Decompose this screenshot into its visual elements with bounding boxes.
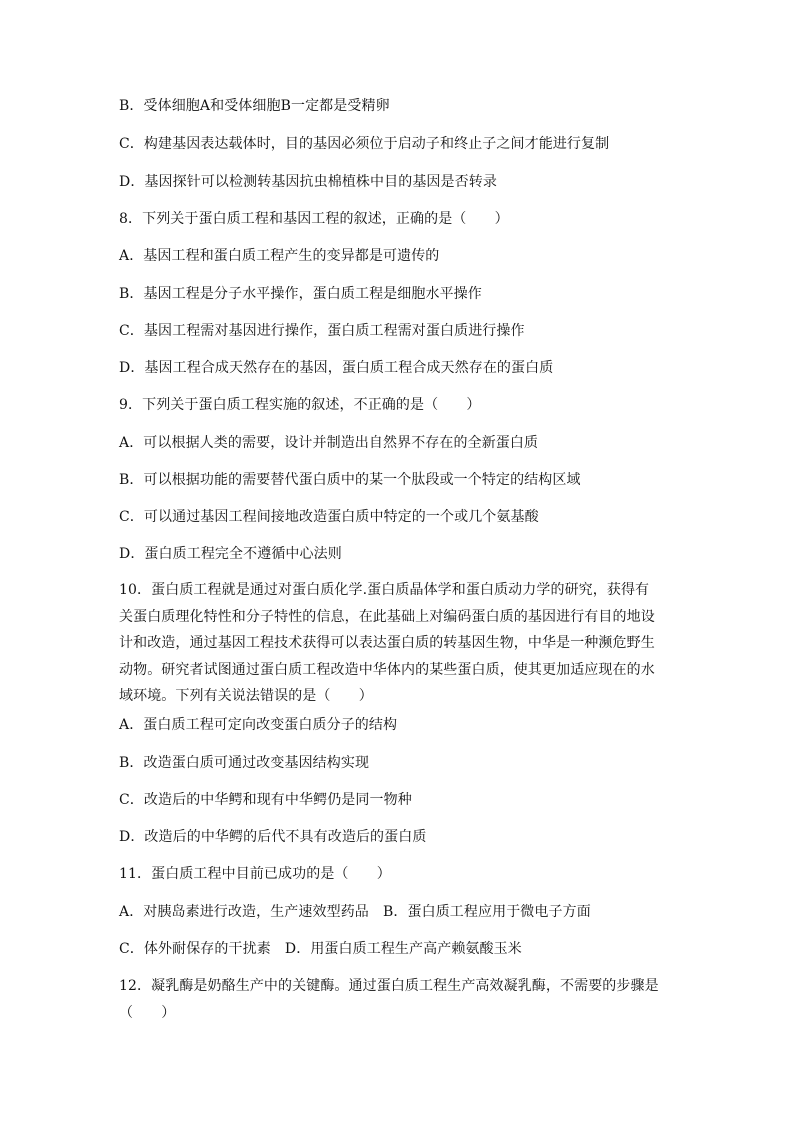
q7-option-b: B．受体细胞A和受体细胞B一定都是受精卵: [119, 98, 390, 114]
q10-stem-line: 计和改造，通过基因工程技术获得可以表达蛋白质的转基因生物，中华是一种濒危野生: [119, 635, 655, 651]
q11-options-ab: A．对胰岛素进行改造，生产速效型药品 B．蛋白质工程应用于微电子方面: [119, 904, 591, 920]
q7-option-d: D．基因探针可以检测转基因抗虫棉植株中目的基因是否转录: [119, 174, 497, 190]
q12-stem: [119, 973, 679, 1026]
q10-option-b: B．改造蛋白质可通过改变基因结构实现: [119, 755, 370, 771]
q10-option-d: D．改造后的中华鳄的后代不具有改造后的蛋白质: [119, 829, 427, 845]
q9-option-d: D．蛋白质工程完全不遵循中心法则: [119, 546, 342, 562]
q12-stem-line: （ ）: [119, 1004, 176, 1021]
q8-stem: 8．下列关于蛋白质工程和基因工程的叙述，正确的是（ ）: [119, 211, 509, 227]
q10-option-c: C．改造后的中华鳄和现有中华鳄仍是同一物种: [119, 792, 412, 808]
q8-option-a: A．基因工程和蛋白质工程产生的变异都是可遗传的: [119, 248, 440, 264]
q9-stem: 9．下列关于蛋白质工程实施的叙述，不正确的是（ ）: [119, 397, 481, 413]
q9-option-c: C．可以通过基因工程间接地改造蛋白质中特定的一个或几个氨基酸: [119, 509, 539, 525]
q10-stem-line: 动物。研究者试图通过蛋白质工程改造中华体内的某些蛋白质，使其更加适应现在的水: [119, 661, 655, 678]
q8-option-b: B．基因工程是分子水平操作，蛋白质工程是细胞水平操作: [119, 286, 482, 302]
q7-option-c: C．构建基因表达载体时，目的基因必须位于启动子和终止子之间才能进行复制: [119, 136, 610, 152]
q10-stem-line: 关蛋白质理化特性和分子特性的信息，在此基础上对编码蛋白质的基因进行有目的地设: [119, 608, 655, 625]
q8-option-d: D．基因工程合成天然存在的基因，蛋白质工程合成天然存在的蛋白质: [119, 360, 554, 376]
q8-option-c: C．基因工程需对基因进行操作，蛋白质工程需对蛋白质进行操作: [119, 323, 525, 339]
q11-options-cd: C．体外耐保存的干扰素 D．用蛋白质工程生产高产赖氨酸玉米: [119, 941, 522, 957]
q12-stem-line: 12．凝乳酶是奶酪生产中的关键酶。通过蛋白质工程生产高效凝乳酶，不需要的步骤是: [119, 978, 659, 994]
q10-stem-line: 域环境。下列有关说法错误的是（ ）: [119, 688, 373, 704]
q9-option-a: A．可以根据人类的需要，设计并制造出自然界不存在的全新蛋白质: [119, 435, 539, 451]
q11-stem: 11．蛋白质工程中目前已成功的是（ ）: [119, 866, 391, 882]
q10-option-a: A．蛋白质工程可定向改变蛋白质分子的结构: [119, 717, 398, 733]
q9-option-b: B．可以根据功能的需要替代蛋白质中的某一个肽段或一个特定的结构区域: [119, 472, 581, 488]
q10-stem: [119, 577, 679, 710]
q10-stem-line: 10．蛋白质工程就是通过对蛋白质化学.蛋白质晶体学和蛋白质动力学的研究，获得有: [119, 582, 650, 598]
